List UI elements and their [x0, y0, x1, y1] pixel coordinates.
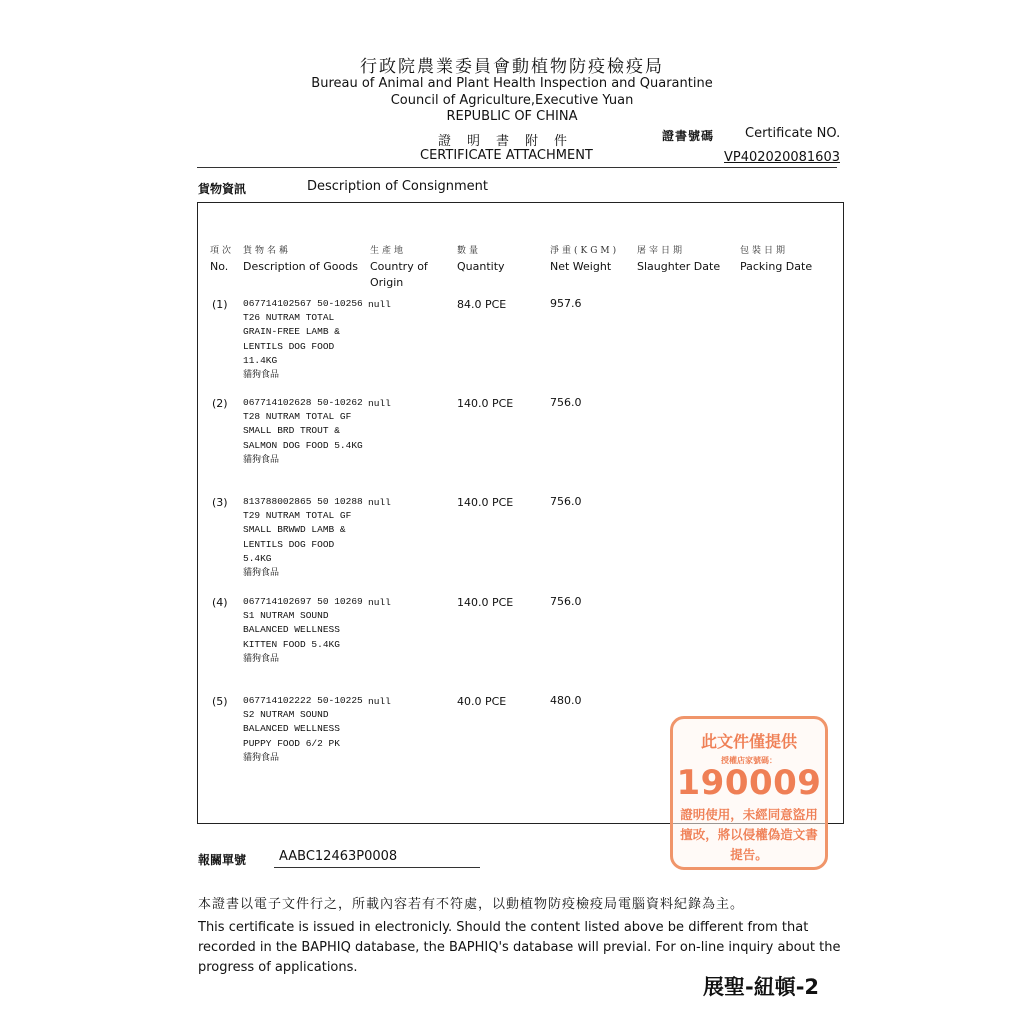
council-title-en: Council of Agriculture,Executive Yuan [390, 93, 634, 108]
column-header-slaughter-date: 屠宰日期 Slaughter Date [637, 246, 721, 273]
item-description: 067714102222 50-10225 S2 NUTRAM SOUND BALANCED WELLNESS PUPPY FOOD 6/2 PK 貓狗食品 [243, 695, 363, 763]
certificate-number-label-en: Certificate NO. [745, 126, 841, 141]
authorization-watermark-stamp [670, 716, 828, 870]
column-header-net-weight: 淨重(KGM) Net Weight [550, 246, 620, 273]
item-origin: null [368, 696, 391, 707]
item-description: 067714102697 50 10269 S1 NUTRAM SOUND BALANCED WELLNESS KITTEN FOOD 5.4KG 貓狗食品 [243, 596, 363, 664]
electronic-issue-note-zh: 本證書以電子文件行之，所載內容若有不符處，以動植物防疫檢疫局電腦資料紀錄為主。 [198, 897, 745, 912]
item-number: (5) [212, 695, 228, 708]
item-net-weight: 756.0 [550, 595, 582, 608]
item-origin: null [368, 497, 391, 508]
column-header-description: 貨物名稱 Description of Goods [243, 246, 358, 273]
stamp-store-label: 授權店家號碼： [721, 756, 777, 765]
electronic-issue-note-en: This certificate is issued in electronicly. Should the content listed above be different from that recorded in the BAPHIQ database, the BAPHIQ's database will previal. For on-line inquiry about the progress of applications. [198, 920, 841, 975]
item-description: 067714102567 50-10256 T26 NUTRAM TOTAL GRAIN-FREE LAMB & LENTILS DOG FOOD 11.4KG 貓狗食品 [243, 298, 363, 381]
column-header-packing-date: 包裝日期 Packing Date [740, 246, 813, 273]
item-net-weight: 957.6 [550, 297, 582, 310]
country-title-en: REPUBLIC OF CHINA [446, 109, 578, 124]
item-number: (2) [212, 397, 228, 410]
item-quantity: 40.0 PCE [457, 695, 507, 708]
item-quantity: 140.0 PCE [457, 397, 514, 410]
item-origin: null [368, 597, 391, 608]
item-net-weight: 480.0 [550, 694, 582, 707]
item-description: 067714102628 50-10262 T28 NUTRAM TOTAL GF SMALL BRD TROUT & SALMON DOG FOOD 5.4KG 貓狗食品 [243, 397, 363, 465]
column-header-quantity: 數量 Quantity [457, 246, 505, 273]
item-quantity: 140.0 PCE [457, 496, 514, 509]
header-divider [197, 167, 837, 168]
stamp-warning-text: 證明使用，未經同意盜用擅改，將以侵權偽造文書提告。 [680, 807, 818, 862]
item-quantity: 84.0 PCE [457, 298, 507, 311]
column-header-origin: 生產地 Country of Origin [370, 246, 428, 289]
handwritten-label: 展聖-紐頓-2 [703, 975, 820, 999]
customs-declaration-label: 報關單號 [198, 853, 247, 867]
item-net-weight: 756.0 [550, 396, 582, 409]
item-number: (1) [212, 298, 228, 311]
certificate-number-value: VP402020081603 [724, 150, 840, 165]
item-description: 813788002865 50 10288 T29 NUTRAM TOTAL GF SMALL BRWWD LAMB & LENTILS DOG FOOD 5.4KG 貓狗食品 [243, 496, 363, 579]
column-header-no: 項次 No. [210, 246, 235, 273]
stamp-heading: 此文件僅提供 [700, 732, 797, 751]
consignment-label-zh: 貨物資訊 [198, 182, 247, 196]
item-number: (4) [212, 596, 228, 609]
item-origin: null [368, 398, 391, 409]
customs-number-underline [274, 867, 480, 868]
certificate-number-label-zh: 證書號碼 [662, 129, 715, 143]
agency-title-zh: 行政院農業委員會動植物防疫檢疫局 [360, 57, 664, 77]
document-title-en: CERTIFICATE ATTACHMENT [420, 148, 593, 163]
stamp-store-number: 190009 [676, 763, 822, 803]
agency-title-en: Bureau of Animal and Plant Health Inspection and Quarantine [311, 76, 713, 91]
item-origin: null [368, 299, 391, 310]
customs-declaration-number: AABC12463P0008 [279, 849, 398, 864]
item-net-weight: 756.0 [550, 495, 582, 508]
item-number: (3) [212, 496, 228, 509]
consignment-label-en: Description of Consignment [307, 179, 488, 194]
item-quantity: 140.0 PCE [457, 596, 514, 609]
document-title-zh: 證明書附件 [438, 134, 584, 149]
